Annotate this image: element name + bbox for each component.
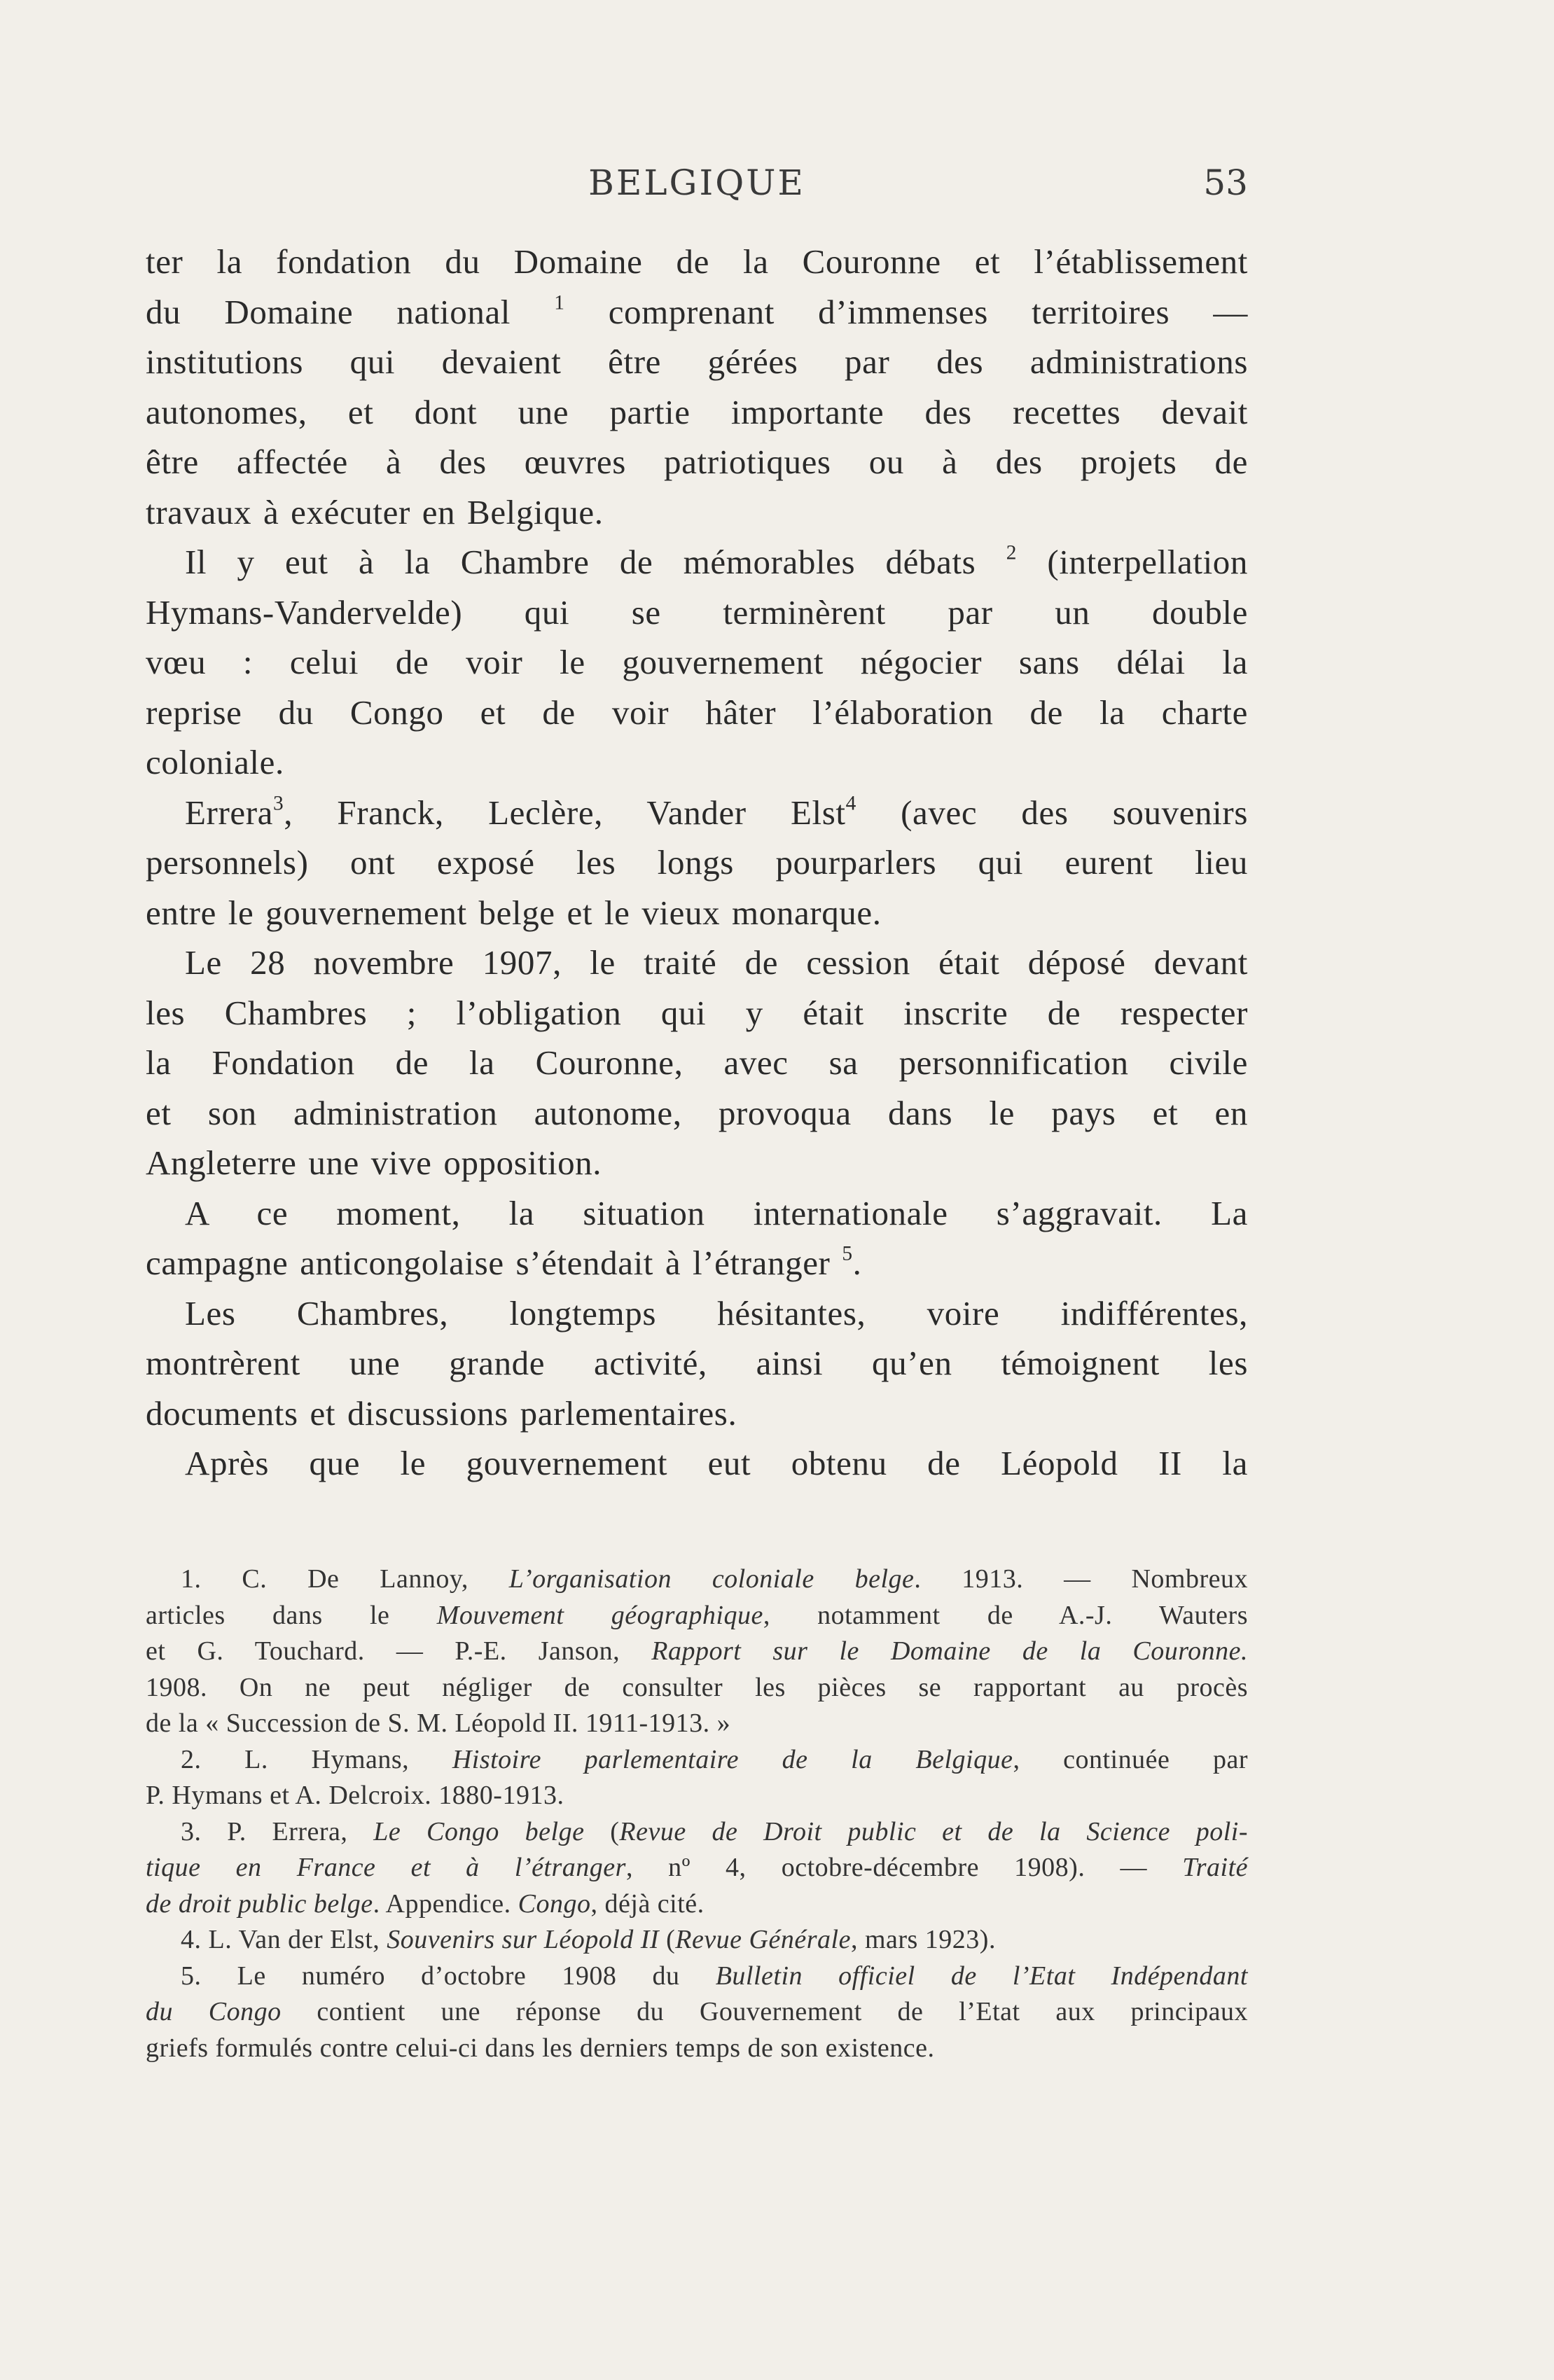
text-line: Errera$^3$, Franck, Leclère, Vander Elst$^4$ (avec des souvenirs [185,791,1248,832]
footnote-line: de la « Succession de S. M. Léopold II. 1911-1913. » [146,1709,731,1738]
paragraph [146,938,1248,1188]
footnote-line: tique en France et à l’étranger, nº 4, octobre-décembre 1908). — Traité [146,1853,1248,1882]
text-line: campagne anticongolaise s’étendait à l’étranger $^5$. [146,1242,862,1282]
footnote-4 [146,1922,1248,1958]
footnote-line: 4. L. Van der Elst, Souvenirs sur Léopold II (Revue Générale, mars 1923). [181,1925,996,1954]
footnote-3 [146,1814,1248,1923]
text-line: les Chambres ; l’obligation qui y était inscrite de respecter [146,993,1248,1032]
footnote-line: articles dans le Mouvement géographique, notamment de A.-J. Wauters [146,1600,1248,1630]
text-line: du Domaine national $^1$ comprenant d’immenses territoires — [146,291,1248,331]
text-line: montrèrent une grande activité, ainsi qu’en témoignent les [146,1344,1248,1382]
footnote-ref: 4 [845,791,856,814]
footnote-ref: 3 [272,791,284,814]
footnote-ref: 1 [554,291,565,314]
footnote-ref: 2 [1006,541,1018,564]
text-line: Il y eut à la Chambre de mémorables débats $^2$ (interpellation [185,541,1248,581]
footnote-1 [146,1561,1248,1742]
text-line: être affectée à des œuvres patriotiques ou à des projets de [146,443,1248,481]
text-line: travaux à exécuter en Belgique. [146,492,604,531]
page-number: 53 [1203,162,1248,203]
footnote-line: 5. Le numéro d’octobre 1908 du Bulletin officiel de l’Etat Indépendant [181,1961,1248,1991]
text-line: institutions qui devaient être gérées par des administrations [146,342,1248,381]
footnote-line: 3. P. Errera, Le Congo belge (Revue de Droit public et de la Science poli- [181,1816,1248,1846]
text-line: vœu : celui de voir le gouvernement négocier sans délai la [146,643,1248,681]
text-line: Le 28 novembre 1907, le traité de cession était déposé devant [185,943,1248,982]
text-line: Angleterre une vive opposition. [146,1143,602,1182]
running-head [146,162,1248,211]
paragraph [146,237,1248,537]
paragraph [146,1188,1248,1288]
text-line: et son administration autonome, provoqua dans le pays et en [146,1093,1248,1132]
paragraph [146,1288,1248,1439]
paragraph [146,1438,1248,1489]
paragraph [146,537,1248,788]
running-title: BELGIQUE [588,162,805,203]
text-line: reprise du Congo et de voir hâter l’élaboration de la charte [146,693,1248,732]
footnote-5 [146,1958,1248,2067]
text-line: ter la fondation du Domaine de la Couronne et l’établissement [146,242,1248,281]
paragraph [146,788,1248,938]
footnotes [146,1561,1248,2066]
text-line: A ce moment, la situation internationale s’aggravait. La [185,1193,1248,1232]
footnote-line: et G. Touchard. — P.-E. Janson, Rapport sur le Domaine de la Couronne. [146,1636,1248,1666]
footnote-line: de droit public belge. Appendice. Congo, déjà cité. [146,1888,705,1919]
footnote-line: 1. C. De Lannoy, L’organisation coloniale belge. 1913. — Nombreux [181,1564,1249,1594]
footnote-line: 2. L. Hymans, Histoire parlementaire de la Belgique, continuée par [181,1744,1248,1774]
text-line: coloniale. [146,743,284,781]
text-line: Après que le gouvernement eut obtenu de Léopold II la [185,1444,1248,1482]
text-line: documents et discussions parlementaires. [146,1393,737,1433]
text-line: personnels) ont exposé les longs pourparlers qui eurent lieu [146,843,1248,882]
text-line: entre le gouvernement belge et le vieux monarque. [146,893,882,932]
text-line: autonomes, et dont une partie importante des recettes devait [146,392,1248,431]
footnote-ref: 5 [842,1242,853,1265]
text-line: la Fondation de la Couronne, avec sa personnification civile [146,1043,1248,1082]
footnote-line: P. Hymans et A. Delcroix. 1880-1913. [146,1781,564,1810]
footnote-line: griefs formulés contre celui-ci dans les derniers temps de son existence. [146,2033,935,2063]
footnote-line: 1908. On ne peut négliger de consulter les pièces se rapportant au procès [146,1672,1248,1702]
footnote-2 [146,1742,1248,1814]
text-line: Hymans-Vandervelde) qui se terminèrent par un double [146,592,1248,632]
body-text [146,237,1248,1489]
text-line: Les Chambres, longtemps hésitantes, voire indifférentes, [185,1293,1248,1332]
footnote-line: du Congo contient une réponse du Gouvernement de l’Etat aux principaux [146,1997,1248,2026]
